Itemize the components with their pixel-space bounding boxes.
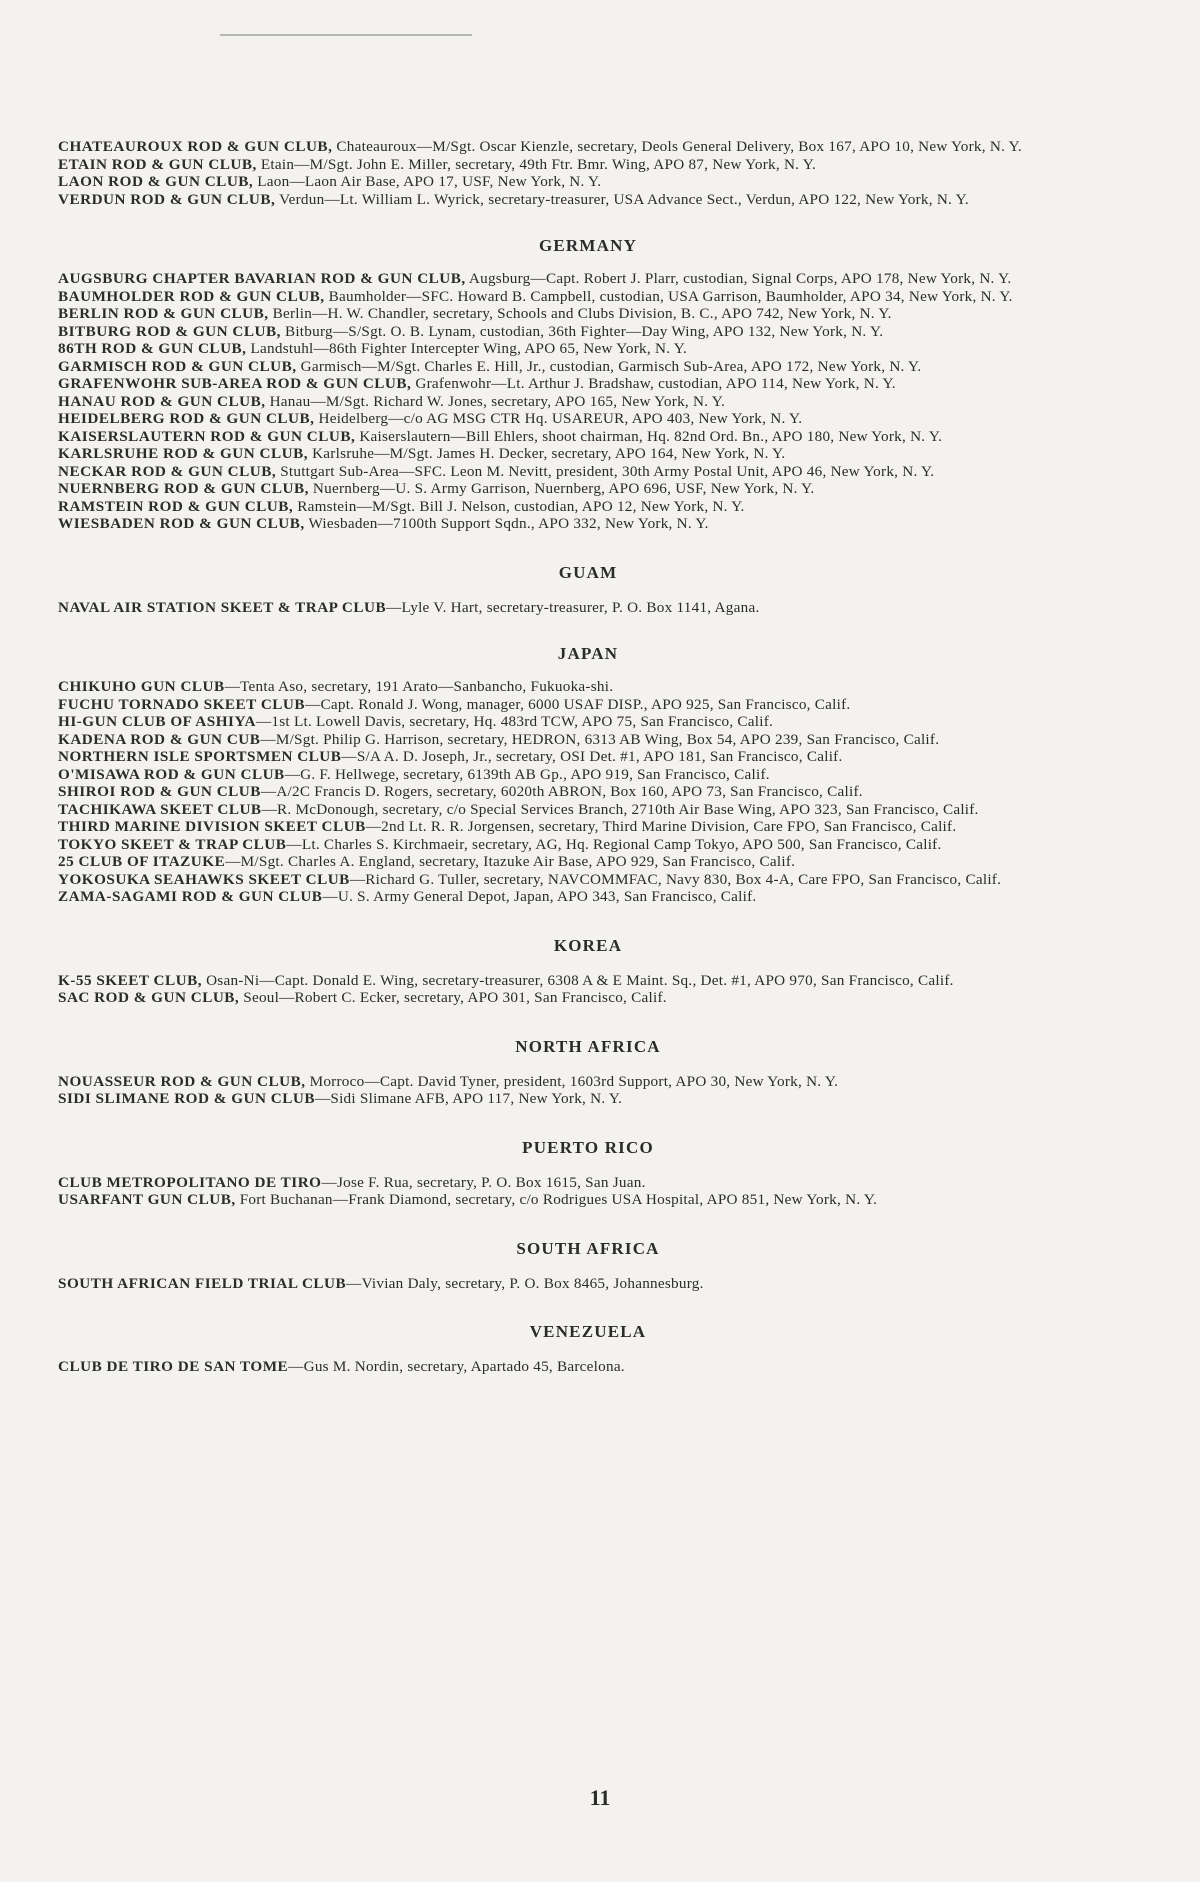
club-details: —M/Sgt. Philip G. Harrison, secretary, HEDRON, 6313 AB Wing, Box 54, APO 239, San Francisco, Calif.	[260, 730, 940, 748]
section-puerto-rico	[58, 1138, 1118, 1209]
club-entry	[58, 428, 1118, 446]
club-name: NUERNBERG ROD & GUN CLUB,	[58, 480, 309, 497]
club-details: Fort Buchanan—Frank Diamond, secretary, c/o Rodrigues USA Hospital, APO 851, New York, N. Y.	[235, 1191, 878, 1208]
club-details: Laon—Laon Air Base, APO 17, USF, New York, N. Y.	[253, 173, 602, 190]
section-korea	[58, 936, 1118, 1007]
club-entry	[58, 480, 1118, 498]
club-details: Seoul—Robert C. Ecker, secretary, APO 301, San Francisco, Calif.	[239, 989, 667, 1006]
club-entry	[58, 696, 1118, 714]
club-name: BITBURG ROD & GUN CLUB,	[58, 322, 281, 340]
club-name: CLUB METROPOLITANO DE TIRO	[58, 1173, 322, 1191]
section-guam	[58, 563, 1118, 617]
club-name: NAVAL AIR STATION SKEET & TRAP CLUB	[58, 598, 387, 616]
club-details: Bitburg—S/Sgt. O. B. Lynam, custodian, 36th Fighter—Day Wing, APO 132, New York, N. Y.	[280, 322, 884, 340]
club-entry	[58, 1174, 1118, 1192]
section-heading: VENEZUELA	[529, 1322, 647, 1341]
club-entry	[58, 1358, 1118, 1376]
intro-block	[58, 138, 1118, 208]
club-entry	[58, 888, 1118, 906]
club-name: KADENA ROD & GUN CUB	[58, 730, 261, 748]
section-heading: KOREA	[553, 935, 623, 955]
club-name: THIRD MARINE DIVISION SKEET CLUB	[58, 818, 366, 835]
club-entry	[58, 972, 1118, 990]
club-details: —Tenta Aso, secretary, 191 Arato—Sanbancho, Fukuoka-shi.	[224, 678, 614, 695]
club-details: —Gus M. Nordin, secretary, Apartado 45, Barcelona.	[288, 1358, 625, 1375]
club-name: CHATEAUROUX ROD & GUN CLUB,	[58, 138, 333, 155]
club-details: Nuernberg—U. S. Army Garrison, Nuernberg, APO 696, USF, New York, N. Y.	[308, 480, 815, 497]
club-details: Stuttgart Sub-Area—SFC. Leon M. Nevitt, president, 30th Army Postal Unit, APO 46, New York, N. Y.	[276, 462, 935, 480]
club-name: TOKYO SKEET & TRAP CLUB	[58, 835, 287, 853]
club-name: RAMSTEIN ROD & GUN CLUB,	[58, 497, 294, 515]
club-entry	[58, 678, 1118, 696]
club-entry	[58, 853, 1118, 871]
club-name: AUGSBURG CHAPTER BAVARIAN ROD & GUN CLUB,	[58, 270, 466, 287]
club-details: Kaiserslautern—Bill Ehlers, shoot chairman, Hq. 82nd Ord. Bn., APO 180, New York, N. Y.	[355, 427, 943, 445]
club-entry	[58, 498, 1118, 516]
club-details: —U. S. Army General Depot, Japan, APO 343, San Francisco, Calif.	[322, 888, 757, 905]
club-entry	[58, 801, 1118, 819]
club-details: Garmisch—M/Sgt. Charles E. Hill, Jr., custodian, Garmisch Sub-Area, APO 172, New York, N. Y.	[296, 357, 922, 375]
club-name: LAON ROD & GUN CLUB,	[58, 173, 254, 190]
club-details: Ramstein—M/Sgt. Bill J. Nelson, custodian, APO 12, New York, N. Y.	[293, 497, 745, 515]
club-entry	[58, 463, 1118, 481]
club-entry	[58, 836, 1118, 854]
section-venezuela	[58, 1322, 1118, 1376]
club-name: FUCHU TORNADO SKEET CLUB	[58, 695, 306, 713]
club-name: 25 CLUB OF ITAZUKE	[58, 853, 226, 870]
club-name: GRAFENWOHR SUB-AREA ROD & GUN CLUB,	[58, 375, 412, 392]
club-name: NORTHERN ISLE SPORTSMEN CLUB	[58, 748, 342, 765]
section-heading: SOUTH AFRICA	[516, 1238, 660, 1258]
club-entry	[58, 340, 1118, 358]
club-entry	[58, 375, 1118, 393]
club-name: YOKOSUKA SEAHAWKS SKEET CLUB	[58, 870, 350, 888]
club-name: K-55 SKEET CLUB,	[58, 971, 203, 989]
club-details: Karlsruhe—M/Sgt. James H. Decker, secretary, APO 164, New York, N. Y.	[308, 445, 786, 462]
club-name: ETAIN ROD & GUN CLUB,	[58, 155, 257, 173]
club-details: —Capt. Ronald J. Wong, manager, 6000 USAF DISP., APO 925, San Francisco, Calif.	[305, 695, 851, 713]
club-details: Osan-Ni—Capt. Donald E. Wing, secretary-treasurer, 6308 A & E Maint. Sq., Det. #1, APO 970, San Francisco, Calif.	[202, 971, 954, 989]
club-entry	[58, 173, 1118, 191]
club-name: NECKAR ROD & GUN CLUB,	[58, 462, 277, 480]
club-details: Chateauroux—M/Sgt. Oscar Kienzle, secretary, Deols General Delivery, Box 167, APO 10, New York, N. Y.	[332, 138, 1022, 155]
club-entry	[58, 288, 1118, 306]
club-details: Grafenwohr—Lt. Arthur J. Bradshaw, custodian, APO 114, New York, N. Y.	[411, 375, 896, 392]
club-details: Heidelberg—c/o AG MSG CTR Hq. USAREUR, APO 403, New York, N. Y.	[314, 410, 803, 427]
club-entry	[58, 1275, 1118, 1293]
club-name: O'MISAWA ROD & GUN CLUB	[58, 765, 285, 783]
club-details: Etain—M/Sgt. John E. Miller, secretary, 49th Ftr. Bmr. Wing, APO 87, New York, N. Y.	[256, 155, 816, 173]
club-entry	[58, 1073, 1118, 1091]
club-entry	[58, 393, 1118, 411]
club-details: Hanau—M/Sgt. Richard W. Jones, secretary, APO 165, New York, N. Y.	[265, 392, 726, 410]
section-japan	[58, 644, 1118, 906]
club-name: SOUTH AFRICAN FIELD TRIAL CLUB	[58, 1274, 347, 1292]
club-entry	[58, 445, 1118, 463]
club-details: —R. McDonough, secretary, c/o Special Services Branch, 2710th Air Base Wing, APO 323, San Francisco, Calif.	[261, 800, 979, 818]
club-entry	[58, 766, 1118, 784]
club-name: BERLIN ROD & GUN CLUB,	[58, 305, 269, 322]
club-details: —Vivian Daly, secretary, P. O. Box 8465, Johannesburg.	[346, 1274, 704, 1292]
club-name: SHIROI ROD & GUN CLUB	[58, 783, 261, 800]
club-name: SIDI SLIMANE ROD & GUN CLUB	[58, 1090, 315, 1107]
club-name: HEIDELBERG ROD & GUN CLUB,	[58, 410, 315, 427]
club-name: VERDUN ROD & GUN CLUB,	[58, 190, 276, 208]
section-heading: GERMANY	[538, 236, 638, 255]
club-details: Augsburg—Capt. Robert J. Plarr, custodian, Signal Corps, APO 178, New York, N. Y.	[465, 270, 1012, 287]
club-details: Landstuhl—86th Fighter Intercepter Wing, APO 65, New York, N. Y.	[246, 340, 688, 357]
club-entry	[58, 1191, 1118, 1209]
club-entry	[58, 156, 1118, 174]
club-entry	[58, 783, 1118, 801]
club-entry	[58, 138, 1118, 156]
club-details: —Richard G. Tuller, secretary, NAVCOMMFAC, Navy 830, Box 4-A, Care FPO, San Francisco, Calif.	[349, 870, 1002, 888]
club-details: —G. F. Hellwege, secretary, 6139th AB Gp., APO 919, San Francisco, Calif.	[284, 765, 770, 783]
club-details: Baumholder—SFC. Howard B. Campbell, custodian, USA Garrison, Baumholder, APO 34, New York, N. Y.	[324, 287, 1013, 305]
club-details: —A/2C Francis D. Rogers, secretary, 6020th ABRON, Box 160, APO 73, San Francisco, Calif.	[260, 783, 863, 800]
club-entry	[58, 713, 1118, 731]
club-details: —2nd Lt. R. R. Jorgensen, secretary, Third Marine Division, Care FPO, San Francisco, Calif.	[365, 818, 957, 835]
club-entry	[58, 871, 1118, 889]
club-entry	[58, 323, 1118, 341]
club-name: BAUMHOLDER ROD & GUN CLUB,	[58, 287, 325, 305]
club-name: KAISERSLAUTERN ROD & GUN CLUB,	[58, 427, 356, 445]
club-details: —M/Sgt. Charles A. England, secretary, Itazuke Air Base, APO 929, San Francisco, Calif.	[225, 853, 796, 870]
club-details: Morroco—Capt. David Tyner, president, 1603rd Support, APO 30, New York, N. Y.	[305, 1072, 839, 1090]
club-entry	[58, 989, 1118, 1007]
club-name: CLUB DE TIRO DE SAN TOME	[58, 1358, 289, 1375]
club-name: HANAU ROD & GUN CLUB,	[58, 392, 266, 410]
club-details: Wiesbaden—7100th Support Sqdn., APO 332, New York, N. Y.	[304, 515, 709, 532]
club-entry	[58, 410, 1118, 428]
club-name: KARLSRUHE ROD & GUN CLUB,	[58, 445, 309, 462]
section-south-africa	[58, 1239, 1118, 1293]
club-details: —S/A A. D. Joseph, Jr., secretary, OSI Det. #1, APO 181, San Francisco, Calif.	[341, 748, 843, 765]
club-name: SAC ROD & GUN CLUB,	[58, 989, 240, 1006]
club-details: —1st Lt. Lowell Davis, secretary, Hq. 483rd TCW, APO 75, San Francisco, Calif.	[255, 713, 774, 730]
club-name: WIESBADEN ROD & GUN CLUB,	[58, 515, 305, 532]
club-details: Berlin—H. W. Chandler, secretary, Schools and Clubs Division, B. C., APO 742, New York, N. Y.	[268, 305, 892, 322]
club-details: —Lt. Charles S. Kirchmaeir, secretary, AG, Hq. Regional Camp Tokyo, APO 500, San Francisco, Calif.	[286, 835, 942, 853]
club-entry	[58, 599, 1118, 617]
section-north-africa	[58, 1037, 1118, 1108]
section-heading: JAPAN	[557, 644, 619, 663]
club-details: —Lyle V. Hart, secretary-treasurer, P. O. Box 1141, Agana.	[386, 598, 760, 616]
club-entry	[58, 515, 1118, 533]
club-entry	[58, 818, 1118, 836]
club-name: USARFANT GUN CLUB,	[58, 1191, 236, 1208]
club-entry	[58, 748, 1118, 766]
club-name: GARMISCH ROD & GUN CLUB,	[58, 357, 297, 375]
section-germany	[58, 236, 1118, 533]
club-name: ZAMA-SAGAMI ROD & GUN CLUB	[58, 888, 323, 905]
club-entry	[58, 731, 1118, 749]
club-entry	[58, 191, 1118, 209]
club-name: 86TH ROD & GUN CLUB,	[58, 340, 247, 357]
section-heading: NORTH AFRICA	[515, 1036, 661, 1056]
club-name: CHIKUHO GUN CLUB	[58, 678, 225, 695]
top-rule	[220, 34, 472, 36]
club-name: TACHIKAWA SKEET CLUB	[58, 800, 262, 818]
club-entry	[58, 305, 1118, 323]
club-name: HI-GUN CLUB OF ASHIYA	[58, 713, 256, 730]
club-name: NOUASSEUR ROD & GUN CLUB,	[58, 1072, 306, 1090]
club-details: —Sidi Slimane AFB, APO 117, New York, N. Y.	[314, 1090, 623, 1107]
club-entry	[58, 270, 1118, 288]
club-details: —Jose F. Rua, secretary, P. O. Box 1615, San Juan.	[321, 1173, 646, 1191]
club-details: Verdun—Lt. William L. Wyrick, secretary-treasurer, USA Advance Sect., Verdun, APO 122, New York, N. Y.	[275, 190, 969, 208]
club-entry	[58, 358, 1118, 376]
page-number: 11	[589, 1785, 611, 1810]
club-entry	[58, 1090, 1118, 1108]
section-heading: PUERTO RICO	[522, 1137, 654, 1157]
club-directory	[58, 138, 1118, 1376]
section-heading: GUAM	[558, 562, 618, 582]
